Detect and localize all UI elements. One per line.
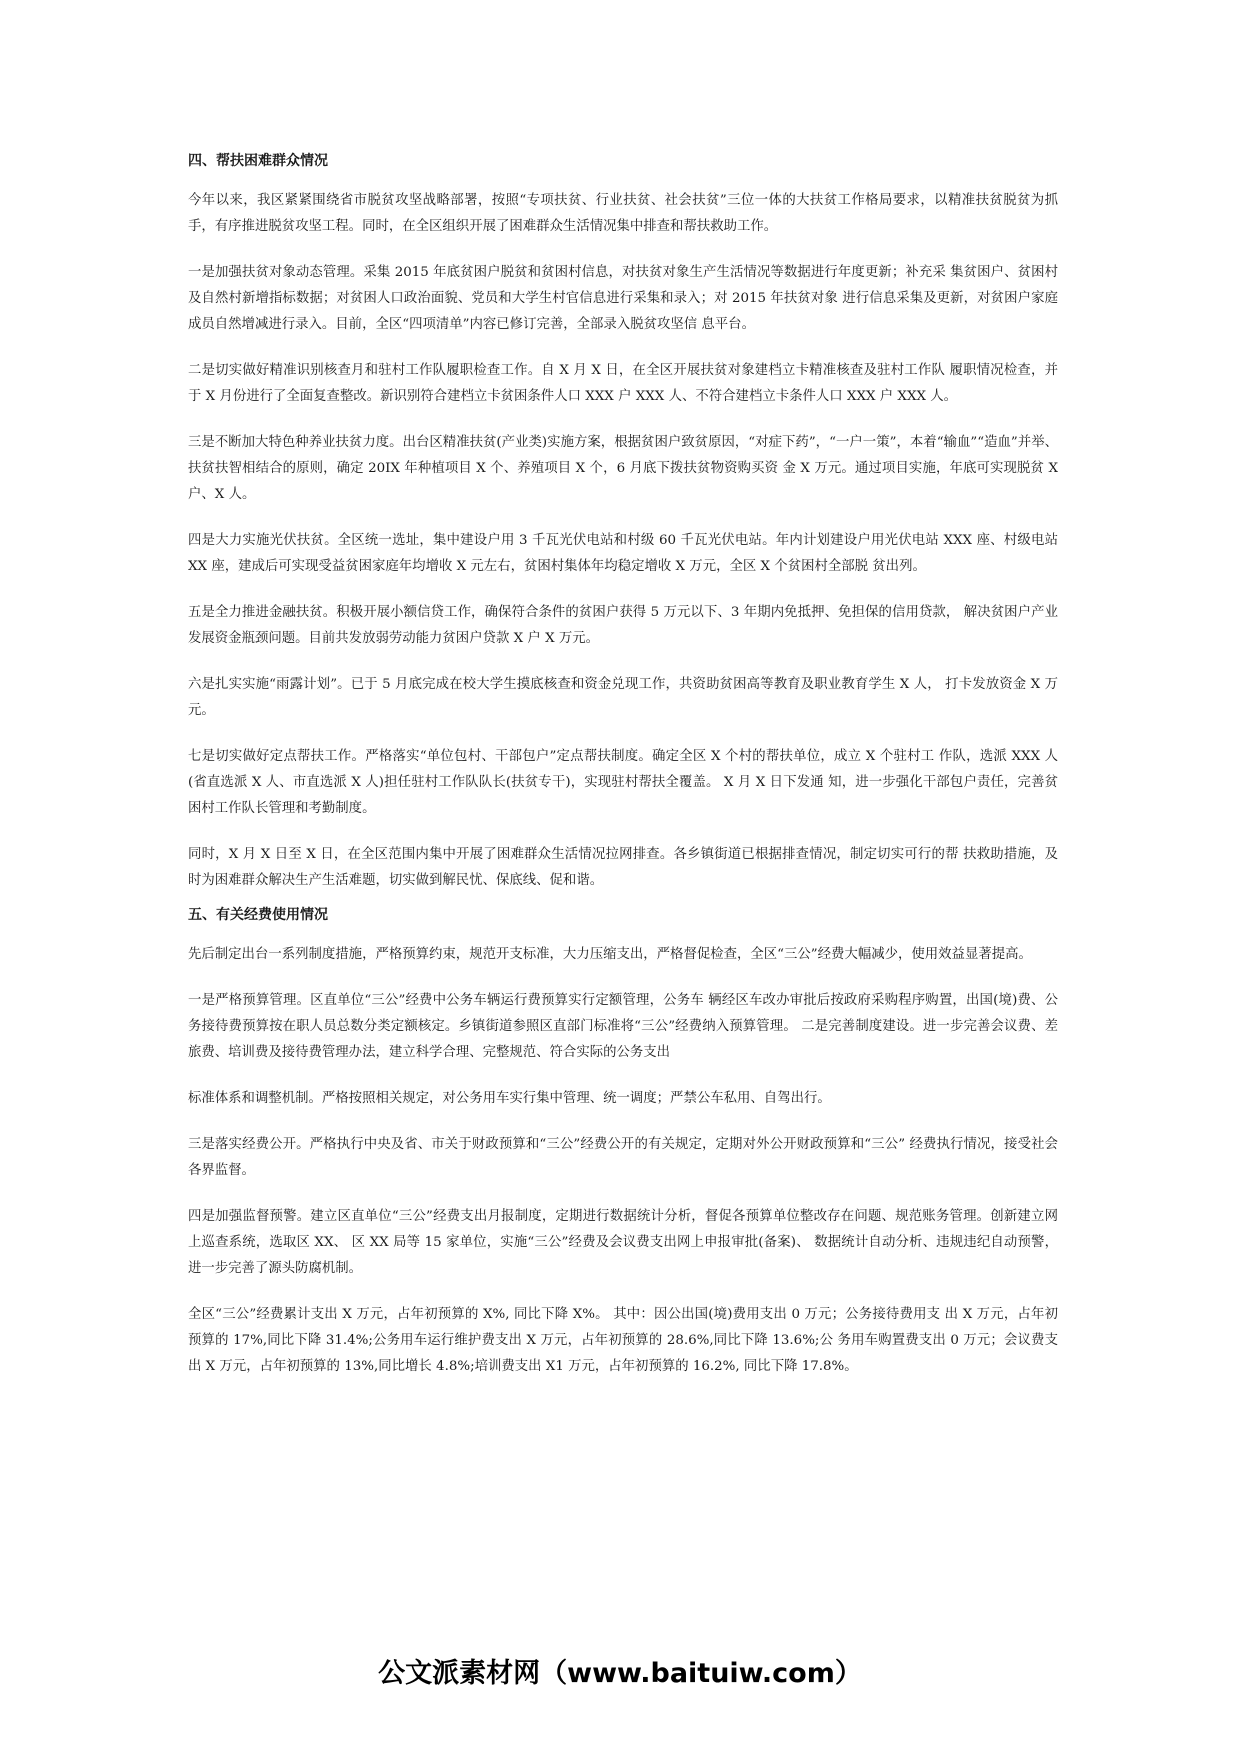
paragraph: 二是切实做好精准识别核查月和驻村工作队履职检查工作。自 X 月 X 日，在全区开展扶贫对象建档立卡精准核查及驻村工作队 履职情况检查，并于 X 月份进行了全面复查整改。新识别符合建档立卡贫困条件人口 XXX 户 XXX 人、不符合建档立卡条件人口 XXX 户 XXX 人。 bbox=[188, 363, 1059, 404]
footer-watermark: 公文派素材网（www.baituiw.com） bbox=[378, 1658, 862, 1689]
paragraph: 四是加强监督预警。建立区直单位“三公”经费支出月报制度，定期进行数据统计分析，督促各预算单位整改存在问题、规范账务管理。创新建立网上巡查系统，选取区 XX、 区 XX 局等 15 家单位，实施“三公”经费及会议费支出网上申报审批(备案)、 数据统计自动分析、违规违纪自动预警，进一步完善了源头防腐机制。 bbox=[188, 1209, 1058, 1276]
paragraph: 四是大力实施光伏扶贫。全区统一选址，集中建设户用 3 千瓦光伏电站和村级 60 千瓦光伏电站。年内计划建设户用光伏电站 XXX 座、村级电站 XX 座，建成后可实现受益贫困家庭年均增收 X 元左右，贫困村集体年均稳定增收 X 万元，全区 X 个贫困村全部脱 贫出列。 bbox=[188, 533, 1058, 574]
section-heading-5: 五、有关经费使用情况 bbox=[188, 907, 328, 923]
paragraph: 六是扎实实施“雨露计划”。已于 5 月底完成在校大学生摸底核查和资金兑现工作，共资助贫困高等教育及职业教育学生 X 人， 打卡发放资金 X 万元。 bbox=[188, 677, 1058, 718]
paragraph: 五是全力推进金融扶贫。积极开展小额信贷工作，确保符合条件的贫困户获得 5 万元以下、3 年期内免抵押、免担保的信用贷款， 解决贫困户产业发展资金瓶颈问题。目前共发放弱劳动能力贫困户贷款 X 户 X 万元。 bbox=[188, 605, 1058, 646]
paragraph: 三是不断加大特色种养业扶贫力度。出台区精准扶贫(产业类)实施方案，根据贫困户致贫原因，“对症下药”，“一户一策”，本着“输血”“造血”并举、扶贫扶智相结合的原则，确定 20IX 年种植项目 X 个、养殖项目 X 个，6 月底下拨扶贫物资购买资 金 X 万元。通过项目实施，年底可实现脱贫 X 户、X 人。 bbox=[188, 435, 1058, 502]
paragraph: 同时，X 月 X 日至 X 日，在全区范围内集中开展了困难群众生活情况拉网排查。各乡镇街道已根据排查情况，制定切实可行的帮 扶救助措施，及时为困难群众解决生产生活难题，切实做到解民忧、保底线、促和谐。 bbox=[188, 847, 1058, 888]
paragraph: 七是切实做好定点帮扶工作。严格落实“单位包村、干部包户”定点帮扶制度。确定全区 X 个村的帮扶单位，成立 X 个驻村工 作队，选派 XXX 人(省直选派 X 人、市直选派 X 人)担任驻村工作队队长(扶贫专干)，实现驻村帮扶全覆盖。 X 月 X 日下发通 知，进一步强化干部包户责任，完善贫困村工作队长管理和考勤制度。 bbox=[188, 749, 1058, 816]
paragraph: 一是严格预算管理。区直单位“三公”经费中公务车辆运行费预算实行定额管理，公务车 辆经区车改办审批后按政府采购程序购置，出国(境)费、公务接待费预算按在职人员总数分类定额核定。乡镇街道参照区直部门标准将“三公”经费纳入预算管理。 二是完善制度建设。进一步完善会议费、差旅费、培训费及接待费管理办法，建立科学合理、完整规范、符合实际的公务支出 bbox=[188, 993, 1058, 1060]
paragraph: 一是加强扶贫对象动态管理。采集 2015 年底贫困户脱贫和贫困村信息，对扶贫对象生产生活情况等数据进行年度更新；补充采 集贫困户、贫困村及自然村新增指标数据；对贫困人口政治面貌、党员和大学生村官信息进行采集和录入；对 2015 年扶贫对象 进行信息采集及更新，对贫困户家庭成员自然增减进行录入。目前，全区“四项清单”内容已修订完善，全部录入脱贫攻坚信 息平台。 bbox=[188, 265, 1058, 332]
paragraph: 全区“三公”经费累计支出 X 万元，占年初预算的 X%, 同比下降 X%。 其中：因公出国(境)费用支出 0 万元；公务接待费用支 出 X 万元，占年初预算的 17%,同比下降 31.4%;公务用车运行维护费支出 X 万元，占年初预算的 28.6%,同比下降 13.6%;公 务用车购置费支出 0 万元；会议费支出 X 万元，占年初预算的 13%,同比增长 4.8%;培训费支出 X1 万元，占年初预算的 16.2%, 同比下降 17.8%。 bbox=[188, 1307, 1058, 1374]
section-heading-4: 四、帮扶困难群众情况 bbox=[188, 153, 328, 169]
document-page bbox=[188, 150, 1058, 1400]
paragraph: 三是落实经费公开。严格执行中央及省、市关于财政预算和“三公”经费公开的有关规定，定期对外公开财政预算和“三公” 经费执行情况，接受社会各界监督。 bbox=[188, 1137, 1058, 1178]
paragraph: 今年以来，我区紧紧围绕省市脱贫攻坚战略部署，按照“专项扶贫、行业扶贫、社会扶贫”三位一体的大扶贫工作格局要求，以精准扶贫脱贫为抓手，有序推进脱贫攻坚工程。同时，在全区组织开展了困难群众生活情况集中排查和帮扶救助工作。 bbox=[188, 193, 1058, 234]
paragraph: 标准体系和调整机制。严格按照相关规定，对公务用车实行集中管理、统一调度；严禁公车私用、自驾出行。 bbox=[188, 1091, 831, 1106]
paragraph: 先后制定出台一系列制度措施，严格预算约束，规范开支标准，大力压缩支出，严格督促检查，全区“三公”经费大幅减少，使用效益显著提高。 bbox=[188, 947, 1032, 962]
